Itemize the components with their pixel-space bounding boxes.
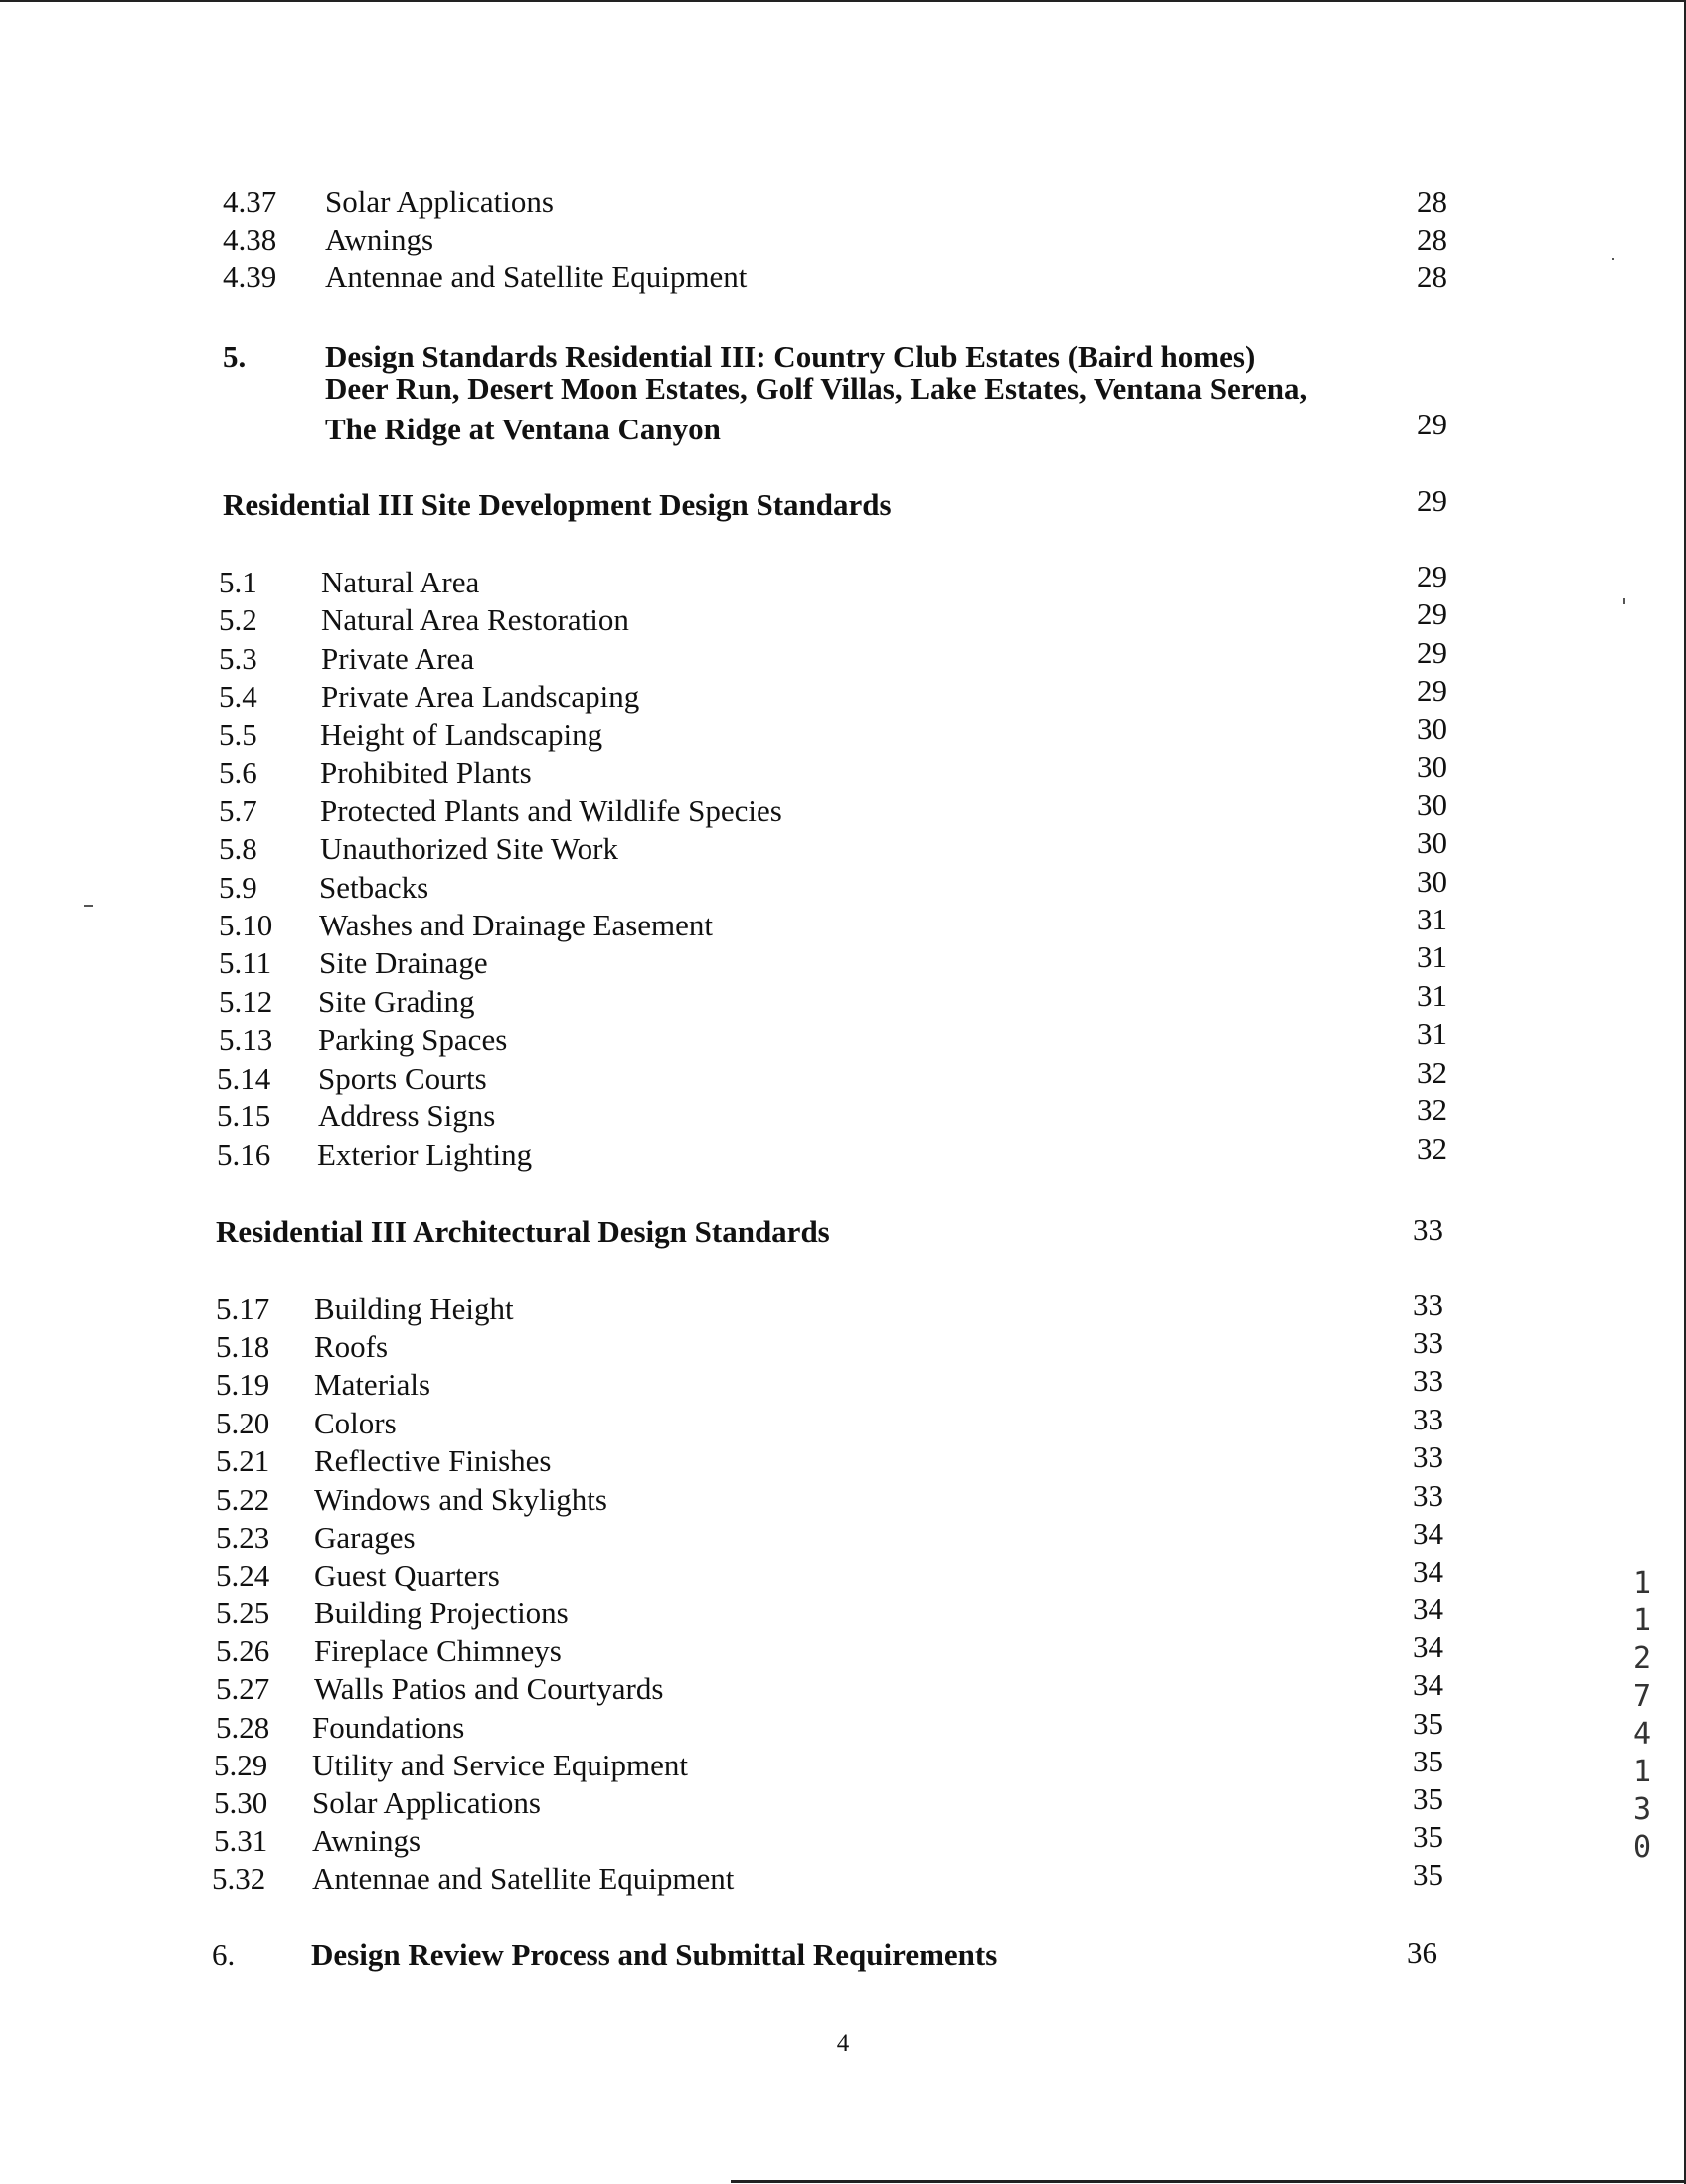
entry-number: 5.25 [216,1596,270,1630]
entry-title: Awnings [325,222,434,256]
entry-page: 34 [1413,1629,1443,1664]
entry-number: 5.1 [219,565,257,599]
entry-number: 5.28 [216,1710,270,1745]
chapter-number: 6. [212,1937,236,1972]
entry-number: 4.38 [223,222,277,256]
entry-page: 29 [1417,559,1447,593]
entry-page: 35 [1413,1819,1443,1854]
entry-page: 28 [1417,259,1447,294]
entry-title: Windows and Skylights [314,1482,607,1517]
entry-title: Reflective Finishes [314,1443,552,1478]
entry-page: 34 [1413,1554,1443,1589]
entry-title: Guest Quarters [314,1558,500,1593]
entry-page: 33 [1413,1478,1443,1513]
entry-number: 5.11 [219,945,272,980]
entry-page: 34 [1413,1592,1443,1626]
entry-page: 30 [1417,750,1447,784]
entry-number: 5.29 [214,1748,268,1782]
entry-number: 5.2 [219,602,257,637]
entry-number: 5.26 [216,1633,270,1668]
entry-number: 5.16 [217,1137,271,1172]
entry-page: 35 [1413,1781,1443,1816]
chapter-title-line: Design Standards Residential III: Country Club Estates (Baird homes) [325,339,1256,374]
entry-title: Parking Spaces [318,1022,508,1057]
entry-page: 33 [1413,1439,1443,1474]
chapter-title-line: Deer Run, Desert Moon Estates, Golf Villas, Lake Estates, Ventana Serena, [325,371,1308,406]
entry-number: 5.32 [212,1861,266,1896]
entry-number: 5.17 [216,1291,270,1326]
entry-number: 5.5 [219,717,257,752]
entry-number: 5.4 [219,679,257,714]
entry-title: Roofs [314,1329,389,1364]
entry-page: 30 [1417,864,1447,899]
entry-title: Building Height [314,1291,514,1326]
entry-number: 5.8 [219,831,257,866]
entry-number: 5.13 [219,1022,273,1057]
entry-number: 5.24 [216,1558,270,1593]
entry-page: 31 [1417,978,1447,1013]
chapter-page: 29 [1417,407,1447,441]
section-page: 33 [1413,1212,1443,1247]
entry-page: 32 [1417,1055,1447,1090]
entry-title: Protected Plants and Wildlife Species [320,793,782,828]
entry-number: 5.6 [219,756,257,790]
entry-number: 4.39 [223,259,277,294]
entry-page: 33 [1413,1287,1443,1322]
entry-title: Walls Patios and Courtyards [314,1671,664,1706]
entry-number: 5.7 [219,793,257,828]
entry-page: 33 [1413,1402,1443,1436]
entry-title: Materials [314,1367,431,1402]
entry-page: 30 [1417,825,1447,860]
entry-number: 5.9 [219,870,257,905]
entry-number: 5.30 [214,1785,268,1820]
entry-number: 5.27 [216,1671,270,1706]
entry-page: 32 [1417,1092,1447,1127]
entry-page: 34 [1413,1667,1443,1702]
entry-page: 30 [1417,787,1447,822]
entry-number: 5.18 [216,1329,270,1364]
entry-title: Antennae and Satellite Equipment [312,1861,735,1896]
entry-title: Exterior Lighting [317,1137,533,1172]
entry-page: 31 [1417,902,1447,936]
entry-title: Foundations [312,1710,465,1745]
entry-page: 35 [1413,1744,1443,1778]
entry-page: 33 [1413,1325,1443,1360]
entry-number: 5.22 [216,1482,270,1517]
entry-page: 35 [1413,1857,1443,1892]
entry-number: 5.23 [216,1520,270,1555]
entry-title: Colors [314,1406,397,1440]
entry-title: Site Grading [318,984,475,1019]
entry-page: 35 [1413,1706,1443,1741]
entry-page: 28 [1417,184,1447,219]
page-number: 4 [836,2030,850,2057]
section-title: Residential III Architectural Design Standards [216,1214,830,1249]
entry-number: 5.3 [219,641,257,676]
entry-page: 32 [1417,1131,1447,1166]
entry-title: Address Signs [318,1098,496,1133]
side-stamp-number: 11274130 [1632,1566,1652,1865]
entry-number: 4.37 [223,184,277,219]
chapter-title: Design Review Process and Submittal Requirements [311,1937,998,1972]
entry-page: 28 [1417,222,1447,256]
scan-speck [1612,258,1614,260]
section-page: 29 [1417,483,1447,518]
scan-speck [1623,598,1625,604]
entry-title: Garages [314,1520,416,1555]
entry-title: Building Projections [314,1596,569,1630]
entry-page: 34 [1413,1516,1443,1551]
entry-title: Private Area [321,641,475,676]
entry-number: 5.19 [216,1367,270,1402]
scan-border-bottom [731,2180,1686,2183]
entry-page: 31 [1417,939,1447,974]
entry-title: Fireplace Chimneys [314,1633,562,1668]
chapter-page: 36 [1407,1935,1437,1970]
entry-title: Natural Area Restoration [321,602,629,637]
entry-number: 5.20 [216,1406,270,1440]
entry-number: 5.15 [217,1098,271,1133]
entry-number: 5.12 [219,984,273,1019]
entry-page: 29 [1417,596,1447,631]
entry-number: 5.31 [214,1823,268,1858]
entry-number: 5.10 [219,908,273,942]
entry-title: Natural Area [321,565,480,599]
entry-title: Height of Landscaping [320,717,603,752]
scan-border-top [0,0,1686,2]
entry-title: Setbacks [319,870,429,905]
entry-title: Utility and Service Equipment [312,1748,688,1782]
entry-title: Solar Applications [325,184,554,219]
chapter-title-line: The Ridge at Ventana Canyon [325,412,721,446]
entry-title: Unauthorized Site Work [320,831,618,866]
scan-speck [84,905,93,907]
entry-title: Awnings [312,1823,422,1858]
entry-title: Solar Applications [312,1785,541,1820]
entry-page: 31 [1417,1016,1447,1051]
entry-title: Washes and Drainage Easement [319,908,714,942]
chapter-number: 5. [223,339,247,374]
entry-title: Antennae and Satellite Equipment [325,259,748,294]
entry-title: Sports Courts [318,1061,487,1095]
entry-number: 5.21 [216,1443,270,1478]
entry-page: 29 [1417,635,1447,670]
entry-title: Private Area Landscaping [321,679,640,714]
section-title: Residential III Site Development Design Standards [223,487,892,522]
entry-page: 29 [1417,673,1447,708]
entry-number: 5.14 [217,1061,271,1095]
entry-page: 33 [1413,1363,1443,1398]
entry-page: 30 [1417,711,1447,746]
entry-title: Site Drainage [319,945,488,980]
entry-title: Prohibited Plants [320,756,532,790]
